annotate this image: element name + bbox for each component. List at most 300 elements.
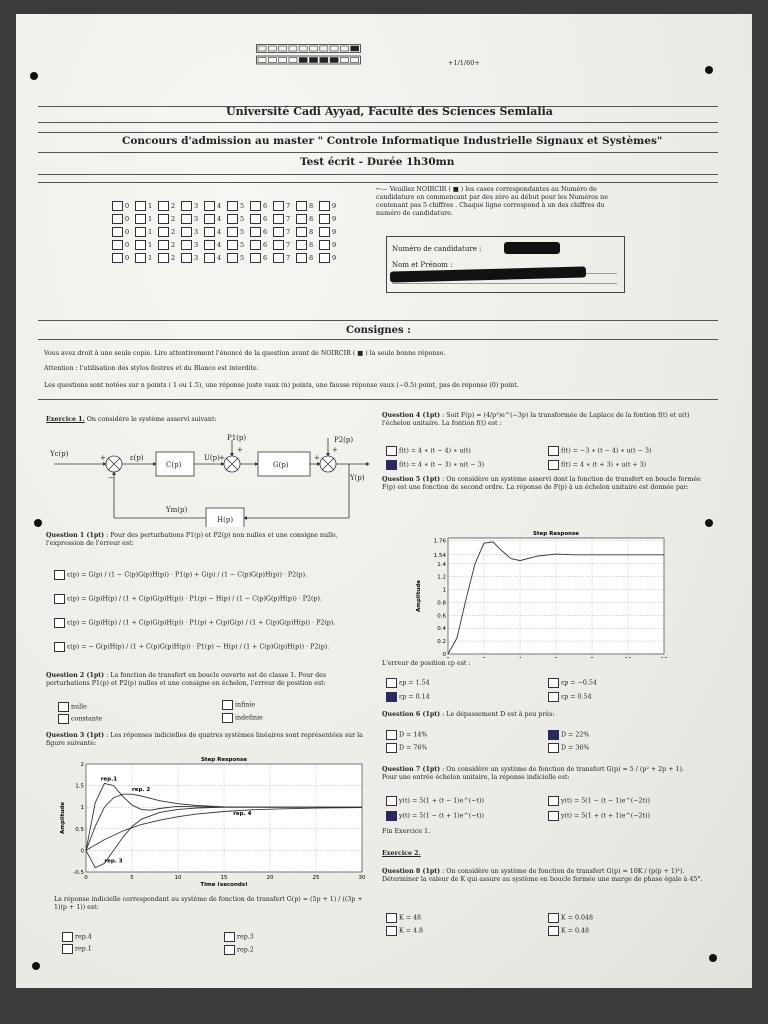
candidate-digit-option[interactable] xyxy=(273,227,296,237)
series-label: rep. 2 xyxy=(132,786,151,793)
question-3-answer-prompt: La réponse indicielle correspondant au système de fonction de transfert G(p) = (5p + 1) / ((3p + 1)(p + 1)) est: xyxy=(54,896,363,911)
question-7-text-2: Pour une entrée échelon unitaire, la réponse indicielle est: xyxy=(382,774,570,781)
checkbox[interactable] xyxy=(112,240,123,250)
diagram-label-u: U(p) xyxy=(204,454,220,462)
chart-title: Step Response xyxy=(532,531,580,537)
checkbox[interactable] xyxy=(250,227,261,237)
answer-checkbox[interactable] xyxy=(548,743,559,753)
candidate-digit-option[interactable] xyxy=(135,227,158,237)
candidate-digit-option[interactable] xyxy=(158,227,181,237)
candidate-digit-option[interactable] xyxy=(112,240,135,250)
answer-option[interactable] xyxy=(386,460,484,470)
checkbox[interactable] xyxy=(181,201,192,211)
answer-checkbox[interactable] xyxy=(548,796,559,806)
digit-label: 4 xyxy=(217,254,222,262)
answer-label: y(t) = 5(1 + (t + 1)e^(−2t)) xyxy=(561,812,650,820)
checkbox[interactable] xyxy=(273,201,284,211)
answer-checkbox[interactable] xyxy=(54,594,65,604)
answer-option[interactable] xyxy=(54,594,322,604)
consigne-line-2: Attention : l'utilisation des stylos feutres et du Blanco est interdite. xyxy=(44,365,259,372)
checkbox[interactable] xyxy=(273,227,284,237)
answer-checkbox[interactable] xyxy=(386,796,397,806)
answer-option[interactable] xyxy=(548,811,650,821)
answer-label: K = 0.48 xyxy=(561,927,590,935)
question-5-answer-prompt: L'erreur de position εp est : xyxy=(382,660,471,667)
answer-checkbox[interactable] xyxy=(386,678,397,688)
exercise-1-heading xyxy=(46,416,217,424)
candidate-digit-option[interactable] xyxy=(227,201,250,211)
x-tick-label: 30 xyxy=(358,875,366,881)
x-tick-label xyxy=(590,657,594,658)
question-8-title: Question 8 (1pt) xyxy=(382,868,441,875)
digit-label: 8 xyxy=(309,228,314,236)
candidate-digit-option[interactable] xyxy=(112,227,135,237)
digit-label: 1 xyxy=(148,228,153,236)
answer-label: D = 22% xyxy=(561,731,590,739)
candidate-digit-option[interactable] xyxy=(158,240,181,250)
digit-label: 2 xyxy=(171,202,176,210)
question-7-text: : On considère un système de fonction de transfert G(p) = 5 / (p² + 2p + 1). xyxy=(442,766,684,773)
series-label: rep. 4 xyxy=(233,810,252,817)
checkbox[interactable] xyxy=(135,214,146,224)
answer-label: y(t) = 5(1 − (t − 1)e^(−2t)) xyxy=(561,797,650,805)
candidate-number-label: Numéro de candidature : xyxy=(392,245,482,253)
y-tick-label: 0 xyxy=(442,652,446,658)
digit-label: 2 xyxy=(171,254,176,262)
answer-option[interactable] xyxy=(222,700,255,710)
diagram-label-p2: P2(p) xyxy=(334,436,354,444)
candidate-digit-option[interactable] xyxy=(181,227,204,237)
digit-label: 3 xyxy=(194,254,199,262)
checkbox[interactable] xyxy=(319,253,330,263)
question-6 xyxy=(382,711,554,719)
answer-option[interactable] xyxy=(54,642,329,652)
test-title: Test écrit - Durée 1h30mn xyxy=(300,156,455,168)
checkbox[interactable] xyxy=(112,201,123,211)
question-8-text-2: Déterminer la valeur de K qui assure au système en boucle fermée une marge de phase égale à 45°. xyxy=(382,876,703,883)
checkbox[interactable] xyxy=(273,240,284,250)
answer-checkbox[interactable] xyxy=(222,700,233,710)
digit-label: 7 xyxy=(286,215,291,223)
digit-label: 4 xyxy=(217,241,222,249)
digit-label: 5 xyxy=(240,241,245,249)
digit-label: 9 xyxy=(332,228,337,236)
y-tick-label: 0.4 xyxy=(437,626,446,633)
digit-label: 7 xyxy=(286,254,291,262)
question-3 xyxy=(46,732,366,748)
checkbox[interactable] xyxy=(204,201,215,211)
checkbox[interactable] xyxy=(319,214,330,224)
answer-label: rep.3 xyxy=(237,933,254,941)
checkbox[interactable] xyxy=(250,201,261,211)
answer-label: constante xyxy=(71,715,103,723)
answer-option[interactable] xyxy=(54,570,307,580)
answer-checkbox[interactable] xyxy=(62,944,73,954)
answer-option[interactable] xyxy=(386,446,471,456)
candidate-digit-option[interactable] xyxy=(227,214,250,224)
checkbox[interactable] xyxy=(296,240,307,250)
answer-checkbox[interactable] xyxy=(386,692,397,702)
candidate-digit-option[interactable] xyxy=(158,214,181,224)
candidate-digit-option[interactable] xyxy=(181,240,204,250)
answer-option[interactable] xyxy=(548,796,650,806)
candidate-name-label: Nom et Prénom : xyxy=(392,261,453,269)
checkbox[interactable] xyxy=(273,253,284,263)
checkbox[interactable] xyxy=(135,201,146,211)
checkbox[interactable] xyxy=(250,253,261,263)
checkbox[interactable] xyxy=(158,201,169,211)
checkbox[interactable] xyxy=(135,253,146,263)
y-tick-label: 2 xyxy=(80,762,84,768)
diagram-label-y: Y(p) xyxy=(350,474,365,482)
checkbox[interactable] xyxy=(135,227,146,237)
digit-label: 7 xyxy=(286,241,291,249)
diagram-sign: + xyxy=(314,454,320,462)
answer-option[interactable] xyxy=(548,446,651,456)
answer-option[interactable] xyxy=(548,913,593,923)
candidate-digit-option[interactable] xyxy=(296,227,319,237)
answer-label: indefinie xyxy=(235,714,263,722)
candidate-digit-option[interactable] xyxy=(250,201,273,211)
checkbox[interactable] xyxy=(158,253,169,263)
candidate-digit-option[interactable] xyxy=(250,253,273,263)
y-tick-label: 0.2 xyxy=(437,639,446,646)
barcode-icon xyxy=(256,44,361,66)
y-tick-label: -0.5 xyxy=(73,870,84,876)
checkbox[interactable] xyxy=(227,201,238,211)
answer-checkbox[interactable] xyxy=(62,932,73,942)
question-1-title: Question 1 (1pt) xyxy=(46,532,105,539)
end-exercise-1: Fin Exercice 1. xyxy=(382,828,431,835)
answer-checkbox[interactable] xyxy=(386,743,397,753)
answer-checkbox[interactable] xyxy=(386,730,397,740)
candidate-digit-option[interactable] xyxy=(204,201,227,211)
consigne-line-3: Les questions sont notées sur n points ( 1 ou 1.5), une réponse juste vaux (n) points, une fausse réponse vaux (−0.5) point, pas de réponse (0) point. xyxy=(44,382,519,389)
answer-checkbox[interactable] xyxy=(548,460,559,470)
candidate-digit-option[interactable] xyxy=(296,201,319,211)
checkbox[interactable] xyxy=(227,227,238,237)
answer-checkbox[interactable] xyxy=(548,692,559,702)
candidate-digit-option[interactable] xyxy=(181,201,204,211)
digit-label: 0 xyxy=(125,254,130,262)
candidate-digit-option[interactable] xyxy=(227,240,250,250)
step-response-chart-4-systems xyxy=(46,754,366,886)
candidate-digit-option[interactable] xyxy=(135,240,158,250)
digit-label: 9 xyxy=(332,241,337,249)
candidate-digit-option[interactable] xyxy=(158,201,181,211)
candidate-digit-option[interactable] xyxy=(112,253,135,263)
answer-label: y(t) = 5(1 + (t − 1)e^(−t)) xyxy=(399,797,484,805)
punch-hole xyxy=(34,519,42,527)
candidate-digit-option[interactable] xyxy=(204,240,227,250)
answer-option[interactable] xyxy=(386,743,427,753)
y-tick-label: 0 xyxy=(80,848,84,855)
candidate-digit-option[interactable] xyxy=(250,227,273,237)
y-tick-label: 1.4 xyxy=(437,561,446,568)
candidate-digit-option[interactable] xyxy=(227,227,250,237)
punch-hole xyxy=(30,72,38,80)
exercise-1-title: Exercice 1. xyxy=(46,416,85,423)
candidate-digit-option[interactable] xyxy=(250,214,273,224)
answer-option[interactable] xyxy=(224,945,254,955)
answer-option[interactable] xyxy=(222,713,263,723)
answer-label: K = 4.8 xyxy=(399,927,423,935)
question-7 xyxy=(382,766,712,782)
answer-checkbox[interactable] xyxy=(548,811,559,821)
answer-label: D = 76% xyxy=(399,744,428,752)
series-label: rep.1 xyxy=(100,776,118,783)
x-axis-label: Time (seconds) xyxy=(200,882,248,886)
answer-checkbox[interactable] xyxy=(548,730,559,740)
candidate-digit-option[interactable] xyxy=(273,214,296,224)
candidate-digit-row xyxy=(112,214,342,224)
answer-option[interactable] xyxy=(386,730,427,740)
answer-checkbox[interactable] xyxy=(224,945,235,955)
digit-label: 2 xyxy=(171,241,176,249)
checkbox[interactable] xyxy=(158,227,169,237)
x-tick-label: 25 xyxy=(312,875,320,881)
answer-option[interactable] xyxy=(54,618,335,628)
answer-checkbox[interactable] xyxy=(54,642,65,652)
digit-label: 0 xyxy=(125,215,130,223)
digit-label: 1 xyxy=(148,241,153,249)
candidate-digit-option[interactable] xyxy=(273,253,296,263)
checkbox[interactable] xyxy=(273,214,284,224)
candidate-digit-option[interactable] xyxy=(296,214,319,224)
candidate-digit-option[interactable] xyxy=(204,253,227,263)
university-title: Université Cadi Ayyad, Faculté des Sciences Semlalia xyxy=(226,105,553,118)
candidate-digit-option[interactable] xyxy=(319,201,342,211)
checkbox[interactable] xyxy=(135,240,146,250)
question-3-text: : Les réponses indicielles de quatres systèmes linéaires sont représentées sur la figure suivante: xyxy=(46,732,363,747)
candidate-digit-row xyxy=(112,253,342,263)
question-8-text: : On considère un système de fonction de transfert G(p) = 10K / (p(p + 1)²). xyxy=(442,868,685,875)
answer-option[interactable] xyxy=(62,932,92,942)
answer-checkbox[interactable] xyxy=(58,714,69,724)
checkbox[interactable] xyxy=(296,227,307,237)
answer-label: rep.4 xyxy=(75,933,92,941)
digit-label: 0 xyxy=(125,241,130,249)
y-tick-label: 0.8 xyxy=(437,600,446,607)
answer-option[interactable] xyxy=(224,932,254,942)
checkbox[interactable] xyxy=(112,253,123,263)
digit-label: 3 xyxy=(194,202,199,210)
answer-checkbox[interactable] xyxy=(222,713,233,723)
checkbox[interactable] xyxy=(296,214,307,224)
answer-option[interactable] xyxy=(548,743,589,753)
answer-label: εp = −0.54 xyxy=(561,679,597,687)
checkbox[interactable] xyxy=(181,253,192,263)
punch-hole xyxy=(32,962,40,970)
answer-label: ε(p) = − G(p)H(p) / (1 + C(p)G(p)H(p)) · P1(p) − H(p) / (1 + C(p)G(p)H(p)) · P2(p). xyxy=(67,643,330,651)
diagram-sign: − xyxy=(108,474,114,482)
digit-label: 8 xyxy=(309,254,314,262)
candidate-digit-option[interactable] xyxy=(319,253,342,263)
candidate-digit-option[interactable] xyxy=(204,214,227,224)
candidate-digit-row xyxy=(112,240,342,250)
checkbox[interactable] xyxy=(227,253,238,263)
digit-label: 5 xyxy=(240,202,245,210)
candidate-digit-option[interactable] xyxy=(181,214,204,224)
diagram-label-p1: P1(p) xyxy=(227,434,247,442)
y-tick-label: 1.2 xyxy=(437,574,446,581)
diagram-sign: + xyxy=(332,446,338,454)
digit-label: 1 xyxy=(148,215,153,223)
candidate-digit-row xyxy=(112,227,342,237)
checkbox[interactable] xyxy=(296,253,307,263)
candidate-digit-option[interactable] xyxy=(319,227,342,237)
answer-checkbox[interactable] xyxy=(58,702,69,712)
digit-label: 4 xyxy=(217,228,222,236)
candidate-digit-option[interactable] xyxy=(181,253,204,263)
diagram-label-yc: Yc(p) xyxy=(50,450,69,458)
digit-label: 7 xyxy=(286,202,291,210)
digit-label: 9 xyxy=(332,215,337,223)
candidate-digit-option[interactable] xyxy=(319,214,342,224)
answer-label: f(t) = 4 ∗ (t + 3) ∗ u(t + 3) xyxy=(561,461,647,469)
answer-checkbox[interactable] xyxy=(224,932,235,942)
diagram-label-c: C(p) xyxy=(166,461,182,469)
candidate-digit-option[interactable] xyxy=(273,201,296,211)
answer-label: ε(p) = G(p)H(p) / (1 + C(p)G(p)H(p)) · P1(p) + C(p)G(p) / (1 + C(p)G(p)H(p)) · P2(p). xyxy=(67,619,336,627)
x-tick-label: 5 xyxy=(130,875,134,881)
checkbox[interactable] xyxy=(204,214,215,224)
answer-checkbox[interactable] xyxy=(386,446,397,456)
checkbox[interactable] xyxy=(181,240,192,250)
question-4-title: Question 4 (1pt) xyxy=(382,412,441,419)
answer-checkbox[interactable] xyxy=(548,913,559,923)
checkbox[interactable] xyxy=(319,240,330,250)
checkbox[interactable] xyxy=(227,214,238,224)
x-tick-label: 0 xyxy=(84,875,88,881)
diagram-sign: + xyxy=(100,454,106,462)
series-label: rep. 3 xyxy=(104,858,123,865)
answer-label: K = 0.048 xyxy=(561,914,594,922)
checkbox[interactable] xyxy=(250,240,261,250)
answer-option[interactable] xyxy=(386,796,484,806)
answer-option[interactable] xyxy=(386,926,423,936)
digit-label: 5 xyxy=(240,254,245,262)
candidate-digit-option[interactable] xyxy=(273,240,296,250)
candidate-digit-option[interactable] xyxy=(250,240,273,250)
answer-checkbox[interactable] xyxy=(386,913,397,923)
answer-checkbox[interactable] xyxy=(386,460,397,470)
answer-option[interactable] xyxy=(548,460,646,470)
page-code: +1/1/60+ xyxy=(448,59,480,67)
x-tick-label xyxy=(661,657,668,658)
y-tick-label: 1 xyxy=(442,587,446,594)
answer-option[interactable] xyxy=(548,730,589,740)
digit-label: 6 xyxy=(263,254,268,262)
candidate-digit-option[interactable] xyxy=(227,253,250,263)
y-tick-label: 1.76 xyxy=(433,538,446,545)
candidate-digit-option[interactable] xyxy=(135,214,158,224)
checkbox[interactable] xyxy=(112,214,123,224)
consigne-line-1: Vous avez droit à une seule copie. Lire attentivement l'énoncé de la question avant de NOIRCIR ( ■ ) la seule bonne réponse. xyxy=(44,350,446,357)
candidate-digit-option[interactable] xyxy=(158,253,181,263)
x-tick-label: 20 xyxy=(266,875,274,881)
answer-option[interactable] xyxy=(548,678,597,688)
candidate-digit-option[interactable] xyxy=(319,240,342,250)
answer-option[interactable] xyxy=(386,811,484,821)
answer-checkbox[interactable] xyxy=(548,678,559,688)
checkbox[interactable] xyxy=(319,227,330,237)
answer-checkbox[interactable] xyxy=(548,446,559,456)
digit-label: 9 xyxy=(332,202,337,210)
answer-checkbox[interactable] xyxy=(54,570,65,580)
candidate-digit-option[interactable] xyxy=(296,253,319,263)
block-diagram xyxy=(44,432,374,527)
checkbox[interactable] xyxy=(204,240,215,250)
answer-option[interactable] xyxy=(386,913,421,923)
answer-checkbox[interactable] xyxy=(386,811,397,821)
checkbox[interactable] xyxy=(296,201,307,211)
x-tick-label: 15 xyxy=(220,875,228,881)
checkbox[interactable] xyxy=(227,240,238,250)
answer-option[interactable] xyxy=(58,714,102,724)
redacted-candidate-number xyxy=(504,242,560,254)
y-tick-label: 0.6 xyxy=(437,613,446,620)
question-4 xyxy=(382,412,712,428)
exam-sheet xyxy=(16,14,752,988)
checkbox[interactable] xyxy=(181,227,192,237)
question-1-text: : Pour des perturbations P1(p) et P2(p) non nulles et une consigne nulle, l'expression de l'erreur est: xyxy=(46,532,338,547)
x-tick-label xyxy=(482,657,486,658)
answer-checkbox[interactable] xyxy=(386,926,397,936)
candidate-digit-option[interactable] xyxy=(112,214,135,224)
answer-label: f(t) = 4 ∗ (t − 3) ∗ u(t − 3) xyxy=(399,461,485,469)
answer-option[interactable] xyxy=(386,678,430,688)
candidate-digit-option[interactable] xyxy=(112,201,135,211)
question-2-title: Question 2 (1pt) xyxy=(46,672,105,679)
answer-checkbox[interactable] xyxy=(548,926,559,936)
answer-option[interactable] xyxy=(58,702,87,712)
diagram-label-e: ε(p) xyxy=(130,454,144,462)
answer-option[interactable] xyxy=(62,944,92,954)
digit-label: 0 xyxy=(125,228,130,236)
digit-label: 8 xyxy=(309,202,314,210)
checkbox[interactable] xyxy=(204,253,215,263)
checkbox[interactable] xyxy=(181,214,192,224)
y-tick-label: 1.5 xyxy=(75,783,84,790)
checkbox[interactable] xyxy=(112,227,123,237)
digit-label: 2 xyxy=(171,215,176,223)
answer-option[interactable] xyxy=(386,692,430,702)
question-6-title: Question 6 (1pt) xyxy=(382,711,441,718)
candidate-digit-option[interactable] xyxy=(135,201,158,211)
candidate-instruction: ←— Veuillez NOIRCIR ( ■ ) les cases correspondantes au Numéro de candidature en commencant par des zéro au début pour les Numéros ne contenant pas 5 chiffres . Chaque ligne correspond à un des chiffres du numéro de candidature. xyxy=(376,186,608,217)
checkbox[interactable] xyxy=(158,214,169,224)
candidate-digit-option[interactable] xyxy=(135,253,158,263)
answer-checkbox[interactable] xyxy=(54,618,65,628)
answer-option[interactable] xyxy=(548,692,592,702)
candidate-digit-option[interactable] xyxy=(296,240,319,250)
checkbox[interactable] xyxy=(204,227,215,237)
digit-label: 3 xyxy=(194,228,199,236)
y-tick-label: 1.54 xyxy=(433,552,446,559)
checkbox[interactable] xyxy=(158,240,169,250)
checkbox[interactable] xyxy=(250,214,261,224)
candidate-digit-option[interactable] xyxy=(204,227,227,237)
answer-label: infinie xyxy=(235,701,256,709)
exercise-1-intro: On considère le système asservi suivant: xyxy=(86,416,217,423)
contest-title: Concours d'admission au master " Controle Informatique Industrielle Signaux et Systèmes" xyxy=(122,135,663,147)
question-1 xyxy=(46,532,366,548)
checkbox[interactable] xyxy=(319,201,330,211)
answer-option[interactable] xyxy=(548,926,589,936)
digit-label: 5 xyxy=(240,215,245,223)
answer-label: f(t) = 4 ∗ (t − 4) ∗ u(t) xyxy=(399,447,471,455)
